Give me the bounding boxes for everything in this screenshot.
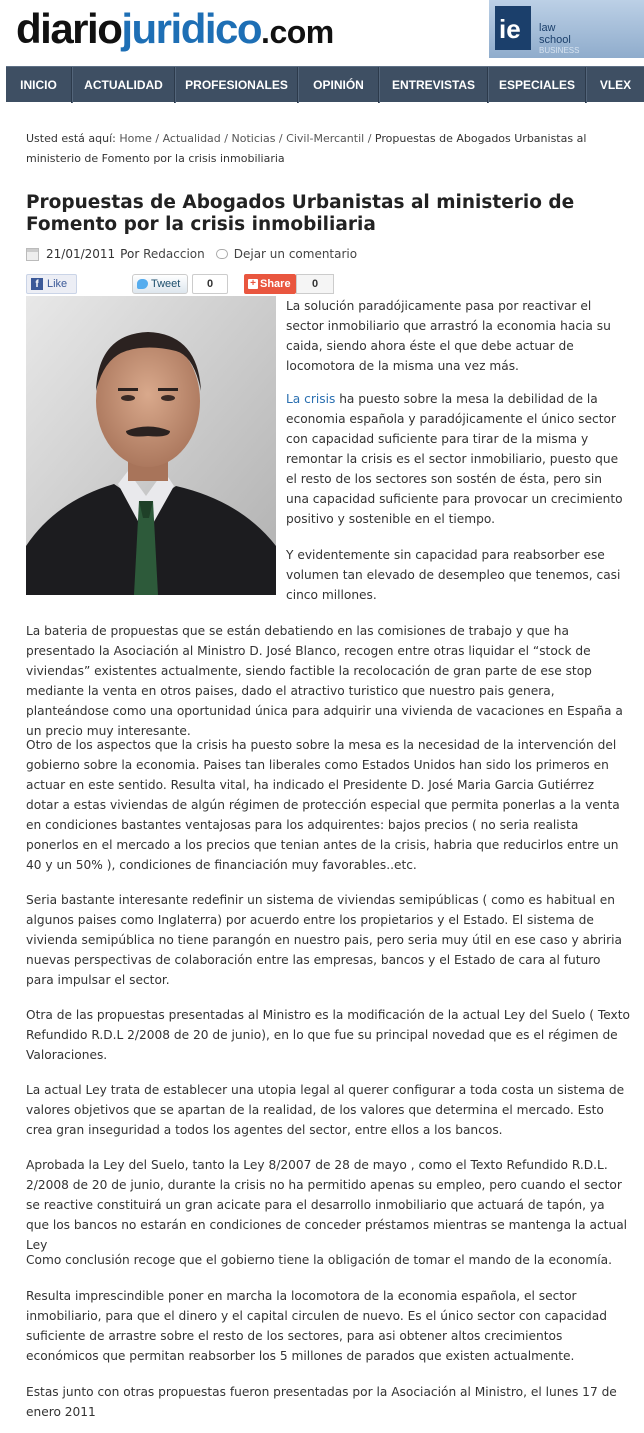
ie-banner-line1: law [539,22,556,34]
nav-item-actualidad[interactable]: ACTUALIDAD [72,67,175,103]
portrait-illustration [26,296,276,595]
nav-item-entrevistas[interactable]: ENTREVISTAS [379,67,488,103]
ie-banner-line2: school [539,34,571,46]
paragraph-3: Y evidentemente sin capacidad para reabsorber ese volumen tan elevado de desempleo que tenemos, casi cinco millones. [286,548,621,602]
paragraph-7: Otra de las propuestas presentadas al Ministro es la modificación de la actual Ley del Suelo ( Texto Refundido R.D.L 2/2008 de 20 de junio), en lo que fue su principal novedad que es el régimen de Valoraciones. [26,1008,630,1062]
share-label: Share [260,278,291,290]
logo-part-com: .com [261,14,334,50]
paragraph-12: Estas junto con otras propuestas fueron presentadas por la Asociación al Ministro, el lunes 17 de enero 2011 [26,1385,617,1419]
site-header [0,0,644,66]
nav-item-inicio[interactable]: INICIO [6,67,72,103]
nav-item-vlex[interactable]: VLEX [586,67,644,103]
tweet-button[interactable] [132,274,188,294]
la-crisis-link[interactable]: La crisis [286,392,336,406]
paragraph-4: La bateria de propuestas que se están debatiendo en las comisiones de trabajo y que ha presentado la Asociación al Ministro D. José Blanco, recogen entre otras liquidar el “stock de viviendas” existentes actualmente, siendo factible la recolocación de gran parte de ese stop mediante la venta en otros paises, dado el atractivo turistico que nuestro pais genera, planteándose como una oportunidad única para adquirir una vivienda de vacaciones en España a un precio muy interesante. [26,624,623,738]
facebook-like-button[interactable] [26,274,77,294]
comment-link[interactable]: Dejar un comentario [233,247,358,261]
twitter-bird-icon [137,279,148,289]
paragraph-9: Aprobada la Ley del Suelo, tanto la Ley 8/2007 de 28 de mayo , como el Texto Refundido R.D.L. 2/2008 de 20 de junio, durante la crisis no ha permitido apenas su empleo, pero cuando el sector se reactive constituirá un gran acicate para el desarrollo inmobiliario que actuará de tapón, ya que los bancos no estarán en condiciones de conceder préstamos mientras se mantenga la actual Ley [26,1158,628,1252]
nav-item-profesionales[interactable]: PROFESIONALES [175,67,298,103]
breadcrumb-link-actualidad[interactable]: Actualidad [162,132,221,145]
paragraph-10: Como conclusión recoge que el gobierno tiene la obligación de tomar el mando de la economía. [26,1253,612,1267]
facebook-icon: f [31,278,43,290]
by-label: Por [120,247,140,261]
breadcrumb-current: Propuestas de Abogados Urbanistas al ministerio de Fomento por la crisis inmobiliaria [26,132,587,165]
breadcrumb-prefix: Usted está aquí: [26,132,116,145]
breadcrumb: Usted está aquí: Home / Actualidad / Noticias / Civil-Mercantil / Propuestas de Abogados Urbanistas al ministerio de Fomento por la crisis inmobiliaria [26,132,587,165]
tweet-count: 0 [192,274,228,294]
article-meta [26,245,357,263]
breadcrumb-link-civil-mercantil[interactable]: Civil-Mercantil [286,132,365,145]
logo-part-diario: diario [16,5,122,52]
paragraph-1: La solución paradójicamente pasa por reactivar el sector inmobiliario que arrastró la economia hacia su caida, siendo ahora éste el que debe actuar de locomotora de la misma una vez más. [286,299,611,373]
paragraph-5: Otro de los aspectos que la crisis ha puesto sobre la mesa es la necesidad de la intervención del gobierno sobre la economia. Paises tan liberales como Estados Unidos han sido los primeros en actuar en este sentido. Resulta vital, ha indicado el Presidente D. José Maria Garcia Gutiérrez dotar a estas viviendas de algún régimen de protección especial que permita ponerlas a la venta en condiciones bastantes ventajosas para los adquirentes: bajos precios ( no seria realista ponerlos en el mercado a los precios que tenian antes de la crisis, habria que reducirlos entre un 40 y un 50% ), condiciones de financiación muy favorables..etc. [26,738,620,872]
ie-banner-line3: BUSINESS [539,46,580,55]
paragraph-2-text: ha puesto sobre la mesa la debilidad de la economia española y paradójicamente el único sector con capacidad suficiente para tirar de la misma y remontar la crisis es el sector inmobiliario, puesto que el resto de los sectores son sostén de ésta, pero sin una capacidad suficiente para provocar un crecimiento positivo y sostenible en el tiempo. [286,392,623,526]
nav-item-especiales[interactable]: ESPECIALES [488,67,586,103]
paragraph-8: La actual Ley trata de establecer una utopia legal al querer configurar a toda costa un sistema de valores objetivos que se apartan de la realidad, de los valores que determina el mercado. Esto crea gran inseguridad a todos los agentes del sector, entre ellos a los bancos. [26,1083,625,1137]
nav-item-opinion[interactable]: OPINIÓN [298,67,379,103]
main-nav [6,66,644,102]
plus-icon: + [248,279,258,289]
paragraph-11: Resulta imprescindible poner en marcha la locomotora de la economia española, el sector inmobiliario, para que el dinero y el capital circulen de nuevo. Es el único sector con capacidad suficiente de arrastre sobre el resto de los sectores, para asi obtener altos crecimientos económicos que permitan reabsorber los 5 millones de parados que existen actualmente. [26,1289,607,1363]
paragraph-6: Seria bastante interesante redefinir un sistema de viviendas semipúblicas ( como es habitual en algunos paises como Inglaterra) por acuerdo entre los propietarios y el Estado. El sistema de vivienda semipública no tiene parangón en nuestro pais, pero seria muy útil en ese caso y abriria nuevas perspectivas de colaboración entre las empresas, bancos y el Estado de cara al futuro para impulsar el sector. [26,893,623,987]
author-link[interactable]: Redaccion [143,247,205,261]
ie-logo-text: ie [499,14,521,44]
article-title: Propuestas de Abogados Urbanistas al ministerio de Fomento por la crisis inmobiliaria [26,192,575,235]
tweet-label: Tweet [151,278,181,290]
logo-part-juridico: juridico [121,5,262,52]
breadcrumb-link-noticias[interactable]: Noticias [231,132,276,145]
comment-bubble-icon [216,249,228,259]
share-count: 0 [296,274,334,294]
site-logo[interactable] [16,4,334,57]
ie-law-school-banner[interactable] [489,0,644,58]
article-photo [26,296,276,595]
article-date: 21/01/2011 [46,247,116,261]
paragraph-2 [286,389,626,529]
share-bar [26,274,346,294]
calendar-icon [26,248,39,261]
share-button[interactable] [244,274,296,294]
ie-logo-icon [495,6,531,50]
breadcrumb-link-home[interactable]: Home [119,132,152,145]
like-label: Like [47,278,68,290]
ie-banner-text [539,22,579,55]
